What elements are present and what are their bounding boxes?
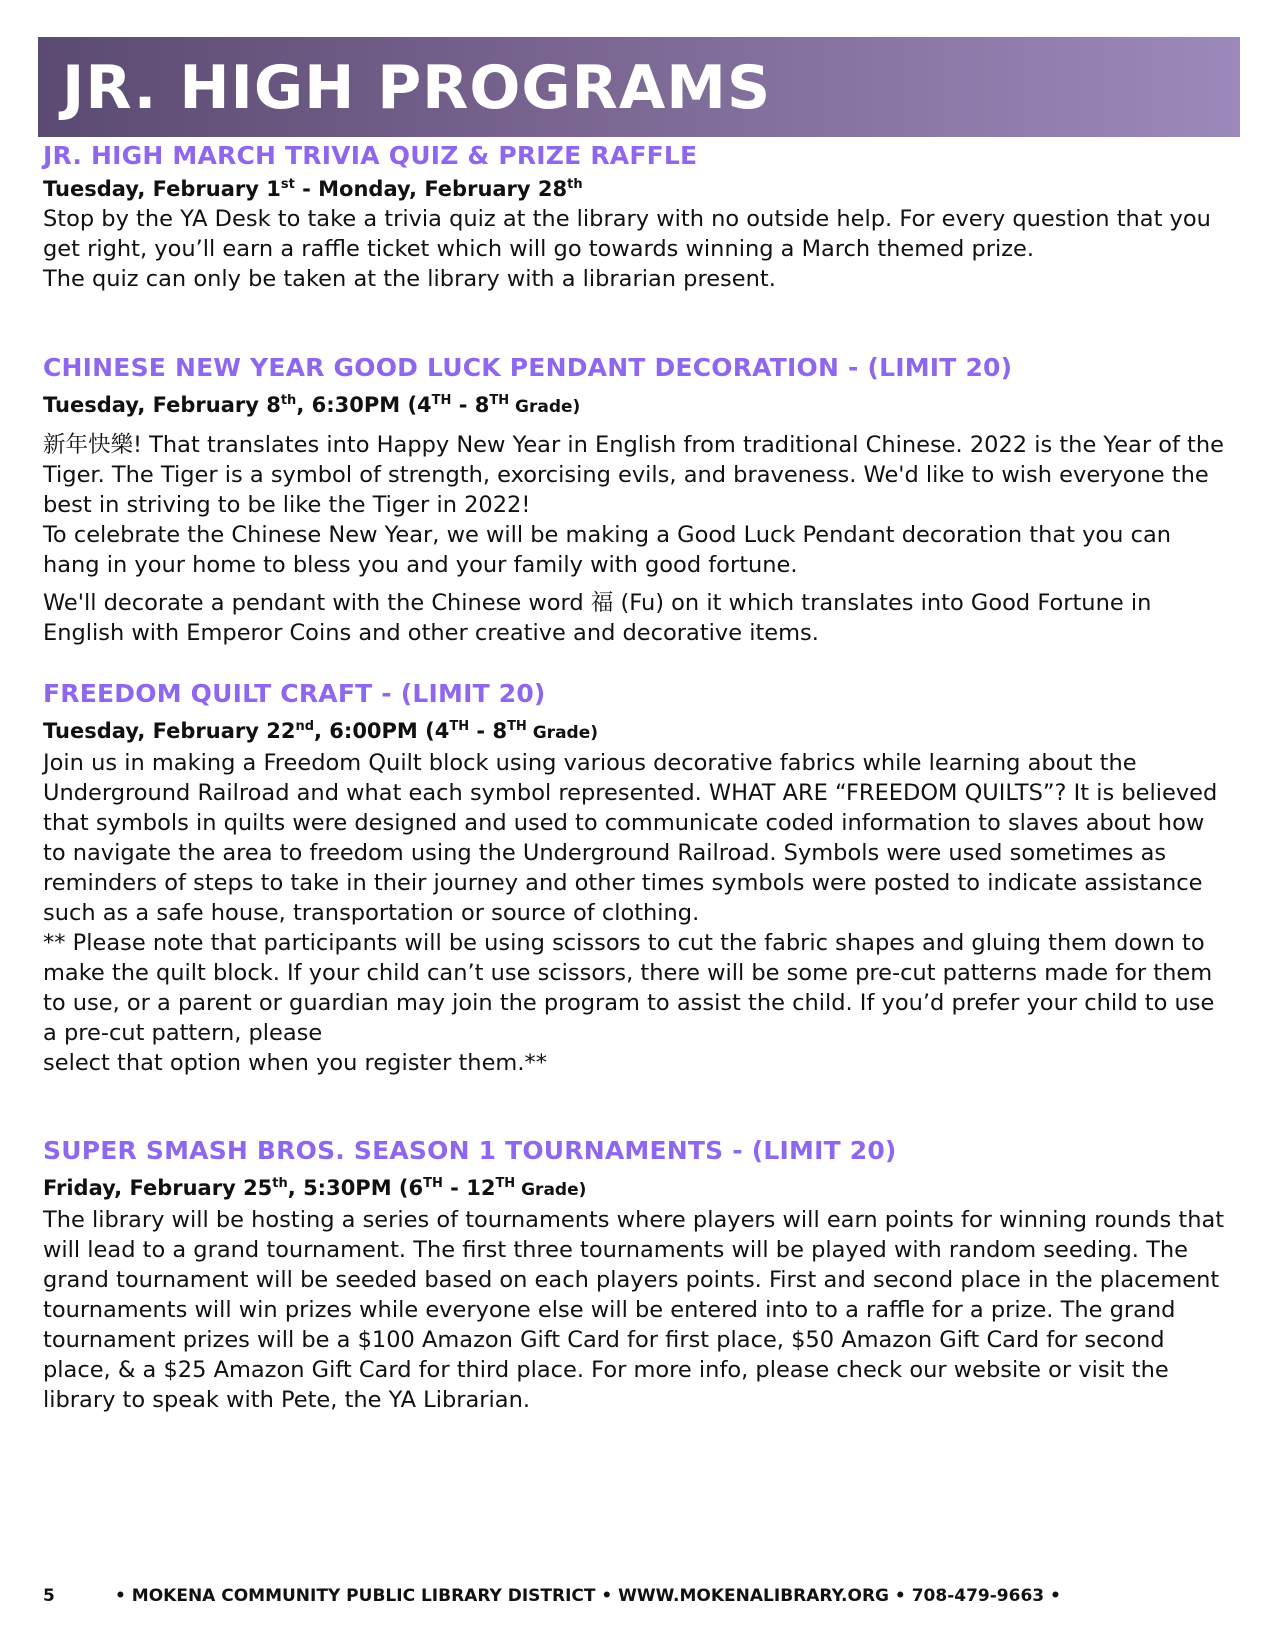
date-suffix: nd [295,719,315,734]
date-suffix: TH [507,719,527,734]
section-paragraph: Join us in making a Freedom Quilt block using various decorative fabrics while learning about the Underground Railroad and what each symbol represented. WHAT ARE “FREEDOM QUILTS”? It is believed that symbols in quilts were designed and used to communicate coded information to slaves about how to navigate the area to freedom using the Underground Railroad. Symbols were used sometimes as reminders of steps to take in their journey and other times symbols were posted to indicate assistance such as a safe house, transportation or source of clothing. [43,750,1218,926]
date-suffix: th [567,177,583,192]
date-text: Tuesday, February 22 [43,719,296,743]
page-header-banner [38,37,1240,137]
date-text: Tuesday, February 1 [43,177,281,201]
date-suffix: TH [423,1176,443,1191]
date-suffix: TH [495,1176,516,1191]
section-paragraph: Stop by the YA Desk to take a trivia quiz at the library with no outside help. For every question that you get right, you’ll earn a raffle ticket which will go towards winning a March themed prize. [43,206,1211,262]
section-date [43,390,1233,422]
date-text: - 12 [442,1176,496,1200]
page-footer [43,1586,1233,1606]
date-suffix: th [280,393,297,408]
page-title: JR. HIGH PROGRAMS [62,53,772,123]
date-text: , 6:00PM (4 [314,719,450,743]
date-text: Friday, February 25 [43,1176,273,1200]
page-number: 5 [43,1586,55,1606]
date-text: , 5:30PM (6 [287,1176,424,1200]
section-date [43,1173,1233,1205]
section-date [43,174,1233,204]
date-suffix: TH [489,393,510,408]
date-suffix: th [272,1176,288,1191]
date-suffix: TH [449,719,470,734]
section-title: SUPER SMASH BROS. SEASON 1 TOURNAMENTS - (LIMIT 20) [43,1136,897,1165]
section-title: FREEDOM QUILT CRAFT - (LIMIT 20) [43,679,546,708]
section-title: JR. HIGH MARCH TRIVIA QUIZ & PRIZE RAFFLE [43,141,698,170]
date-text: - 8 [469,719,508,743]
program-trivia-quiz [43,140,1233,294]
date-text: - 8 [451,393,490,417]
section-paragraph: 新年快樂! That translates into Happy New Year in English from traditional Chinese. 2022 is the Year of the Tiger. The Tiger is a symbol of strength, exorcising evils, and braveness. We'd like to wish everyone the best in striving to be like the Tiger in 2022! [43,432,1224,518]
date-suffix: st [280,177,295,192]
date-text: Grade) [509,397,581,417]
program-freedom-quilt [43,678,1233,1078]
section-title: CHINESE NEW YEAR GOOD LUCK PENDANT DECORATION - (LIMIT 20) [43,353,1013,382]
section-paragraph: ** Please note that participants will be using scissors to cut the fabric shapes and gluing them down to make the quilt block. If your child can’t use scissors, there will be some pre-cut patterns made for them to use, or a parent or guardian may join the program to assist the child. If you’d prefer your child to use a pre-cut pattern, please [43,930,1215,1046]
section-paragraph: The quiz can only be taken at the library with a librarian present. [43,266,776,292]
date-suffix: TH [431,393,452,408]
date-text: Grade) [526,723,599,743]
section-paragraph: select that option when you register them.** [43,1050,547,1076]
date-text: Grade) [515,1180,587,1200]
section-paragraph: We'll decorate a pendant with the Chinese word 福 (Fu) on it which translates into Good Fortune in English with Emperor Coins and other creative and decorative items. [43,590,1152,646]
program-chinese-new-year [43,352,1233,648]
program-smash-bros-tournament [43,1135,1233,1415]
section-date [43,716,1233,748]
section-paragraph: The library will be hosting a series of tournaments where players will earn points for winning rounds that will lead to a grand tournament. The first three tournaments will be played with random seeding. The grand tournament will be seeded based on each players points. First and second place in the placement tournaments will win prizes while everyone else will be entered into to a raffle for a prize. The grand tournament prizes will be a $100 Amazon Gift Card for first place, $50 Amazon Gift Card for second place, & a $25 Amazon Gift Card for third place. For more info, please check our website or visit the library to speak with Pete, the YA Librarian. [43,1207,1225,1413]
footer-contact-line: • MOKENA COMMUNITY PUBLIC LIBRARY DISTRICT • WWW.MOKENALIBRARY.ORG • 708-479-9663 • [115,1586,1061,1606]
section-paragraph: To celebrate the Chinese New Year, we will be making a Good Luck Pendant decoration that you can hang in your home to bless you and your family with good fortune. [43,522,1172,578]
date-text: , 6:30PM (4 [296,393,432,417]
date-text: Tuesday, February 8 [43,393,281,417]
date-text: - Monday, February 28 [294,177,568,201]
